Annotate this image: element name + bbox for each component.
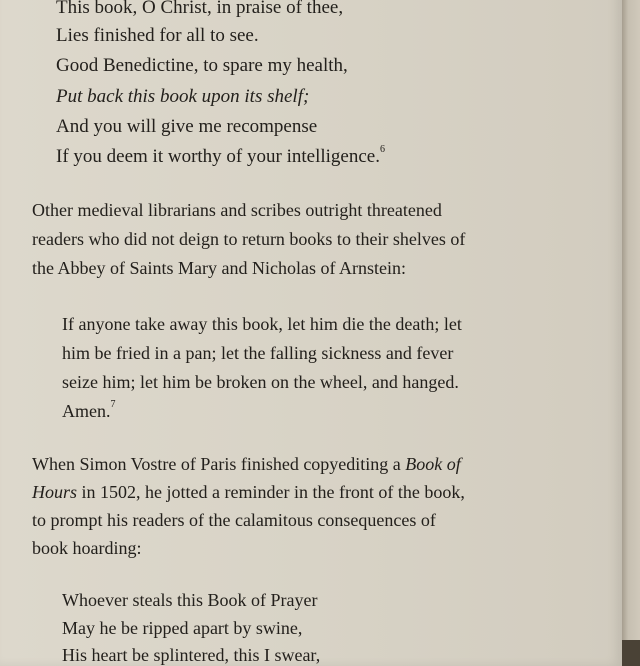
verse-line-3: Good Benedictine, to spare my health, bbox=[56, 55, 348, 76]
paragraph2-line-2 bbox=[32, 483, 465, 501]
verse-line-4: Put back this book upon its shelf; bbox=[56, 86, 310, 107]
verse-line-6-text: If you deem it worthy of your intelligence. bbox=[56, 146, 380, 167]
paragraph1-line-2: readers who did not deign to return books to their shelves of bbox=[32, 229, 466, 249]
verse2-line-1: Whoever steals this Book of Prayer bbox=[62, 590, 318, 610]
paragraph1-line-3: the Abbey of Saints Mary and Nicholas of Arnstein: bbox=[32, 258, 406, 278]
verse-line-6 bbox=[56, 143, 385, 167]
paragraph2-line-2-text: in 1502, he jotted a reminder in the front of the book, bbox=[77, 482, 465, 502]
verse-line-2: Lies finished for all to see. bbox=[56, 25, 259, 46]
verse2-line-2: May he be ripped apart by swine, bbox=[62, 618, 303, 638]
verse-line-1: This book, O Christ, in praise of thee, bbox=[56, 0, 344, 18]
quote-line-4-text: Amen. bbox=[62, 401, 111, 421]
paragraph2-line-1-text: When Simon Vostre of Paris finished copyediting a bbox=[32, 454, 406, 474]
quote-line-3: seize him; let him be broken on the wheel, and hanged. bbox=[62, 372, 459, 392]
quote-line-1: If anyone take away this book, let him die the death; let bbox=[62, 314, 462, 334]
quote-line-2: him be fried in a pan; let the falling sickness and fever bbox=[62, 343, 454, 363]
paragraph2-line-1-italic: Book of bbox=[405, 454, 461, 474]
verse-line-5: And you will give me recompense bbox=[56, 116, 318, 137]
paragraph2-line-3: to prompt his readers of the calamitous consequences of bbox=[32, 510, 436, 530]
adjacent-page-edge bbox=[622, 0, 640, 640]
footnote-6: 6 bbox=[379, 143, 385, 155]
footnote-7: 7 bbox=[110, 399, 116, 410]
paragraph2-line-1 bbox=[32, 455, 461, 473]
paragraph2-line-2-italic: Hours bbox=[32, 482, 78, 502]
paragraph2-line-4: book hoarding: bbox=[32, 538, 142, 558]
paragraph1-line-1: Other medieval librarians and scribes outright threatened bbox=[32, 200, 442, 220]
verse2-line-3: His heart be splintered, this I swear, bbox=[62, 645, 321, 665]
quote-line-4 bbox=[62, 399, 116, 421]
